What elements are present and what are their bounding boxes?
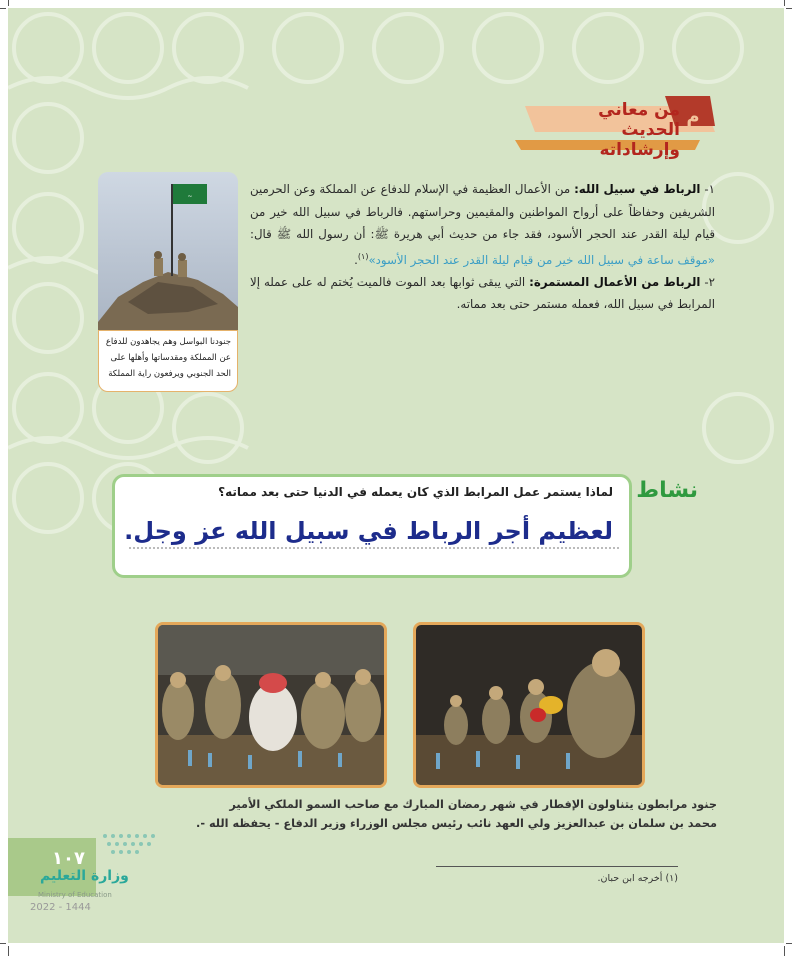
point-1-term: الرباط في سبيل الله: xyxy=(574,182,701,196)
crop-mark xyxy=(8,0,9,6)
footnote-divider xyxy=(436,866,678,867)
activity-question: لماذا يستمر عمل المرابط الذي كان يعمله في الدنيا حتى بعد مماته؟ xyxy=(218,485,613,499)
crop-mark xyxy=(0,8,6,9)
iftar-photo-right xyxy=(413,622,645,788)
crop-mark xyxy=(784,0,785,6)
point-1 xyxy=(250,178,715,271)
section-title-line2: وإرشاداته xyxy=(599,140,680,160)
hadith-quote: «موقف ساعة في سبيل الله خير من قيام ليلة القدر عند الحجر الأسود» xyxy=(368,252,715,267)
point-1-text: من الأعمال العظيمة في الإسلام للدفاع عن المملكة وعن الحرمين الشريفين وحفاظاً على أرواح المواطنين والمقيمين وحراستهم. فالرباط في سبيل الله خير من قيام ليلة القدر عند الحجر الأسود، فقد جاء من حديث أبي هريرة ﷺ: أن رسول الله ﷺ قال: xyxy=(250,182,715,241)
svg-text:م: م xyxy=(686,106,700,127)
activity-answer[interactable]: لعظيم أجر الرباط في سبيل الله عز وجل. xyxy=(124,517,613,545)
activity-box xyxy=(112,474,632,578)
iftar-caption-line1: جنود مرابطون يتناولون الإفطار في شهر رمضان المبارك مع صاحب السمو الملكي الأمير xyxy=(229,798,717,811)
page-number: ١٠٧ xyxy=(52,848,85,869)
footnote: (١) أخرجه ابن حبان. xyxy=(597,873,678,884)
crop-mark xyxy=(0,943,6,944)
crop-mark xyxy=(8,946,9,956)
crop-mark xyxy=(786,8,792,9)
section-title xyxy=(540,100,680,160)
point-2-number: ٢- xyxy=(704,274,716,289)
crop-mark xyxy=(786,943,792,944)
section-title-line1: من معاني الحديث xyxy=(598,100,680,140)
footnote-ref: (١) xyxy=(357,251,369,261)
activity-label: نشاط xyxy=(636,478,698,503)
iftar-caption-line2: محمد بن سلمان بن عبدالعزيز ولي العهد نائب رئيس مجلس الوزراء وزير الدفاع - يحفظه الله -. xyxy=(196,817,717,830)
ministry-logo-text-en: Ministry of Education xyxy=(38,891,112,899)
point-1-end: . xyxy=(354,252,358,267)
soldiers-flag-photo xyxy=(98,172,238,330)
point-2-text: التي يبقى ثوابها بعد الموت فالميت يُختم له على عمله إلا المرابط في سبيل الله، فعمله مستمر حتى بعد مماته. xyxy=(250,274,715,312)
point-2-term: الرباط من الأعمال المستمرة: xyxy=(529,274,701,289)
edition-year: 2022 - 1444 xyxy=(30,902,91,913)
iftar-caption xyxy=(95,795,717,833)
crop-mark xyxy=(784,946,785,956)
point-2 xyxy=(250,271,715,316)
ministry-logo-text: وزارة التعليم xyxy=(40,868,129,884)
soldiers-photo-caption: جنودنا البواسل وهم يجاهدون للدفاع عن المملكة ومقدساتها وأهلها على الحد الجنوبي ويرفعون راية المملكة xyxy=(98,330,238,392)
answer-dotted-line xyxy=(129,547,619,549)
dots-pattern-icon xyxy=(100,830,170,860)
svg-text:~: ~ xyxy=(187,193,193,200)
lesson-body xyxy=(250,178,715,316)
iftar-photo-left xyxy=(155,622,387,788)
point-1-number: ١- xyxy=(704,182,716,196)
